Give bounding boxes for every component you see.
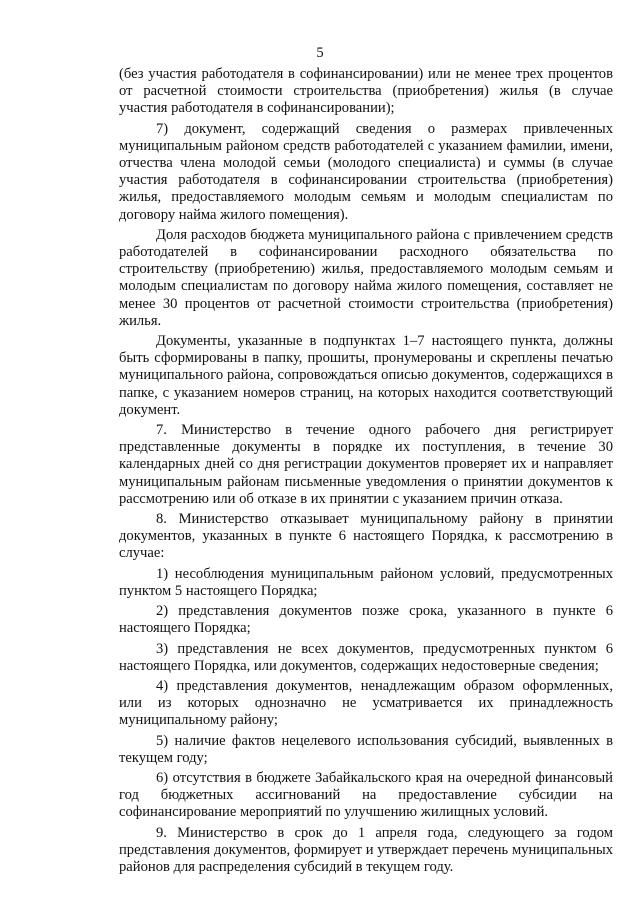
paragraph: Документы, указанные в подпунктах 1–7 настоящего пункта, должны быть сформированы в папку, прошиты, пронумерованы и скреплены печатью муниципального района, сопровождаться описью документов, содержащихся в папке, с указанием номеров страниц, на которых находится соответствующий документ. bbox=[119, 333, 613, 418]
list-item: 5) наличие фактов нецелевого использования субсидий, выявленных в текущем году; bbox=[119, 732, 613, 766]
document-body bbox=[119, 66, 613, 879]
list-item: 3) представления не всех документов, предусмотренных пунктом 6 настоящего Порядка, или документов, содержащих недостоверные сведения; bbox=[119, 640, 613, 674]
page-number: 5 bbox=[316, 45, 324, 61]
list-item: 6) отсутствия в бюджете Забайкальского края на очередной финансовый год бюджетных ассигнований на предоставление субсидии на софинансирование мероприятий по улучшению жилищных условий. bbox=[119, 769, 613, 821]
paragraph: 9. Министерство в срок до 1 апреля года, следующего за годом представления документов, формирует и утверждает перечень муниципальных районов для распределения субсидий в текущем году. bbox=[119, 824, 613, 875]
paragraph: 7. Министерство в течение одного рабочего дня регистрирует представленные документы в порядке их поступления, в течение 30 календарных дней со дня регистрации документов проверяет их и направляет муниципальным районам письменные уведомления о принятии документов к рассмотрению или об отказе в их принятии с указанием причин отказа. bbox=[119, 422, 613, 507]
list-item: 2) представления документов позже срока, указанного в пункте 6 настоящего Порядка; bbox=[119, 603, 613, 637]
paragraph: Доля расходов бюджета муниципального района с привлечением средств работодателей в софинансировании расходного обязательства по строительству (приобретению) жилья, предоставляемого молодым семьям и молодым специалистам по договору найма жилого помещения, составляет не менее 30 процентов от расчетной стоимости строительства (приобретения) жилья. bbox=[119, 226, 613, 329]
list-item: 4) представления документов, ненадлежащим образом оформленных, или из которых однозначно не усматривается их принадлежность муниципальному району; bbox=[119, 677, 613, 729]
paragraph: 7) документ, содержащий сведения о размерах привлеченных муниципальным районом средств работодателей с указанием фамилии, имени, отчества члена молодой семьи (молодого специалиста) и суммы (в случае участия работодателя в софинансировании строительства (приобретения) жилья, предоставляемого молодым семьям и молодым специалистам по договору найма жилого помещения). bbox=[119, 120, 613, 223]
paragraph: 8. Министерство отказывает муниципальному району в принятии документов, указанных в пункте 6 настоящего Порядка, к рассмотрению в случае: bbox=[119, 511, 613, 562]
list-item: 1) несоблюдения муниципальным районом условий, предусмотренных пунктом 5 настоящего Порядка; bbox=[119, 565, 613, 599]
paragraph: (без участия работодателя в софинансировании) или не менее трех процентов от расчетной стоимости строительства (приобретения) жилья (в случае участия работодателя в софинансировании); bbox=[119, 66, 613, 117]
